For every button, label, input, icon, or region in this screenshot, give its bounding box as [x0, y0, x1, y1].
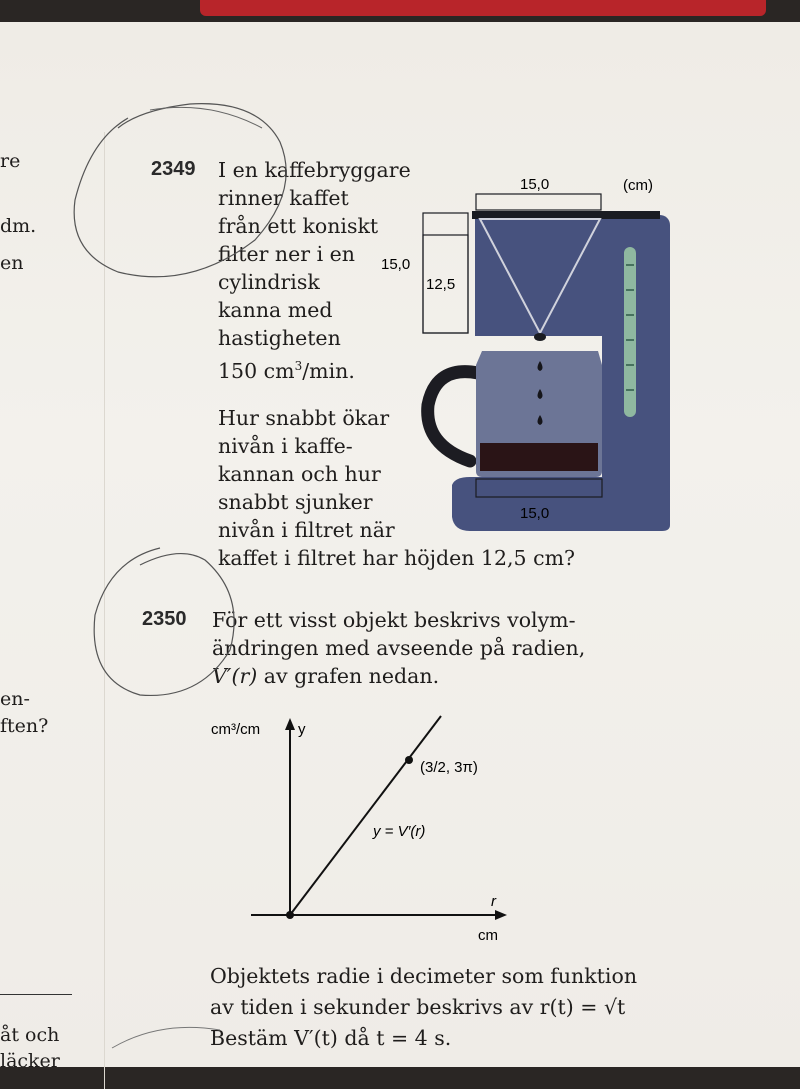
text-line: kannan och hur — [218, 462, 381, 486]
text-line: cylindrisk — [218, 270, 320, 294]
unit-label: (cm) — [623, 177, 653, 194]
pencil-circle — [94, 548, 234, 695]
margin-fragment: läcker — [0, 1050, 60, 1072]
text-line: kaffet i filtret har höjden 12,5 cm? — [218, 546, 576, 570]
y-axis-label: y — [298, 721, 306, 738]
text-line: För ett visst objekt beskrivs volym- — [212, 608, 576, 632]
rate-exponent: 3 — [294, 359, 303, 373]
top-width-label: 15,0 — [520, 176, 550, 193]
text-line: Hur snabbt ökar — [218, 406, 390, 430]
text-line: filter ner i en — [218, 242, 355, 266]
margin-fragment: åt och — [0, 1024, 60, 1046]
text-line: från ett koniskt — [218, 214, 379, 238]
bottom-width-label: 15,0 — [520, 505, 550, 522]
problem-number-2350: 2350 — [142, 608, 187, 630]
margin-fragment: ften? — [0, 715, 49, 737]
point-label: (3/2, 3π) — [420, 759, 478, 776]
inner-height-label: 12,5 — [426, 276, 456, 293]
margin-fragment: en- — [0, 688, 30, 710]
curve-label: y = V′(r) — [373, 823, 426, 840]
margin-fragment: en — [0, 252, 24, 274]
text-line: ändringen med avseende på radien, — [212, 636, 586, 660]
problem-number-2349: 2349 — [151, 158, 196, 180]
pencil-circle — [74, 104, 286, 277]
x-unit-label: cm — [478, 927, 498, 944]
text-line: Objektets radie i decimeter som funktion — [210, 964, 638, 988]
text-line: av tiden i sekunder beskrivs av r(t) = √t — [210, 995, 626, 1019]
rate-unit: /min. — [302, 358, 355, 383]
pencil-stroke — [112, 1027, 220, 1048]
y-unit-label: cm³/cm — [211, 721, 261, 738]
function-name: V′(r) — [212, 664, 258, 688]
x-axis-label: r — [491, 893, 496, 910]
text-line: kanna med — [218, 298, 333, 322]
text-line: hastigheten — [218, 326, 341, 350]
text-rest: av grafen nedan. — [257, 664, 440, 688]
height-label: 15,0 — [381, 256, 411, 273]
margin-fragment: re — [0, 150, 21, 172]
text-line: I en kaffebryggare — [218, 158, 411, 182]
text-line: nivån i kaffe- — [218, 434, 353, 458]
margin-fragment: dm. — [0, 215, 37, 237]
rate-value: 150 cm — [218, 358, 295, 383]
text-line: nivån i filtret när — [218, 518, 395, 542]
text-line: Bestäm V′(t) då t = 4 s. — [210, 1026, 452, 1050]
text-line: rinner kaffet — [218, 186, 349, 210]
text-line: snabbt sjunker — [218, 490, 373, 514]
